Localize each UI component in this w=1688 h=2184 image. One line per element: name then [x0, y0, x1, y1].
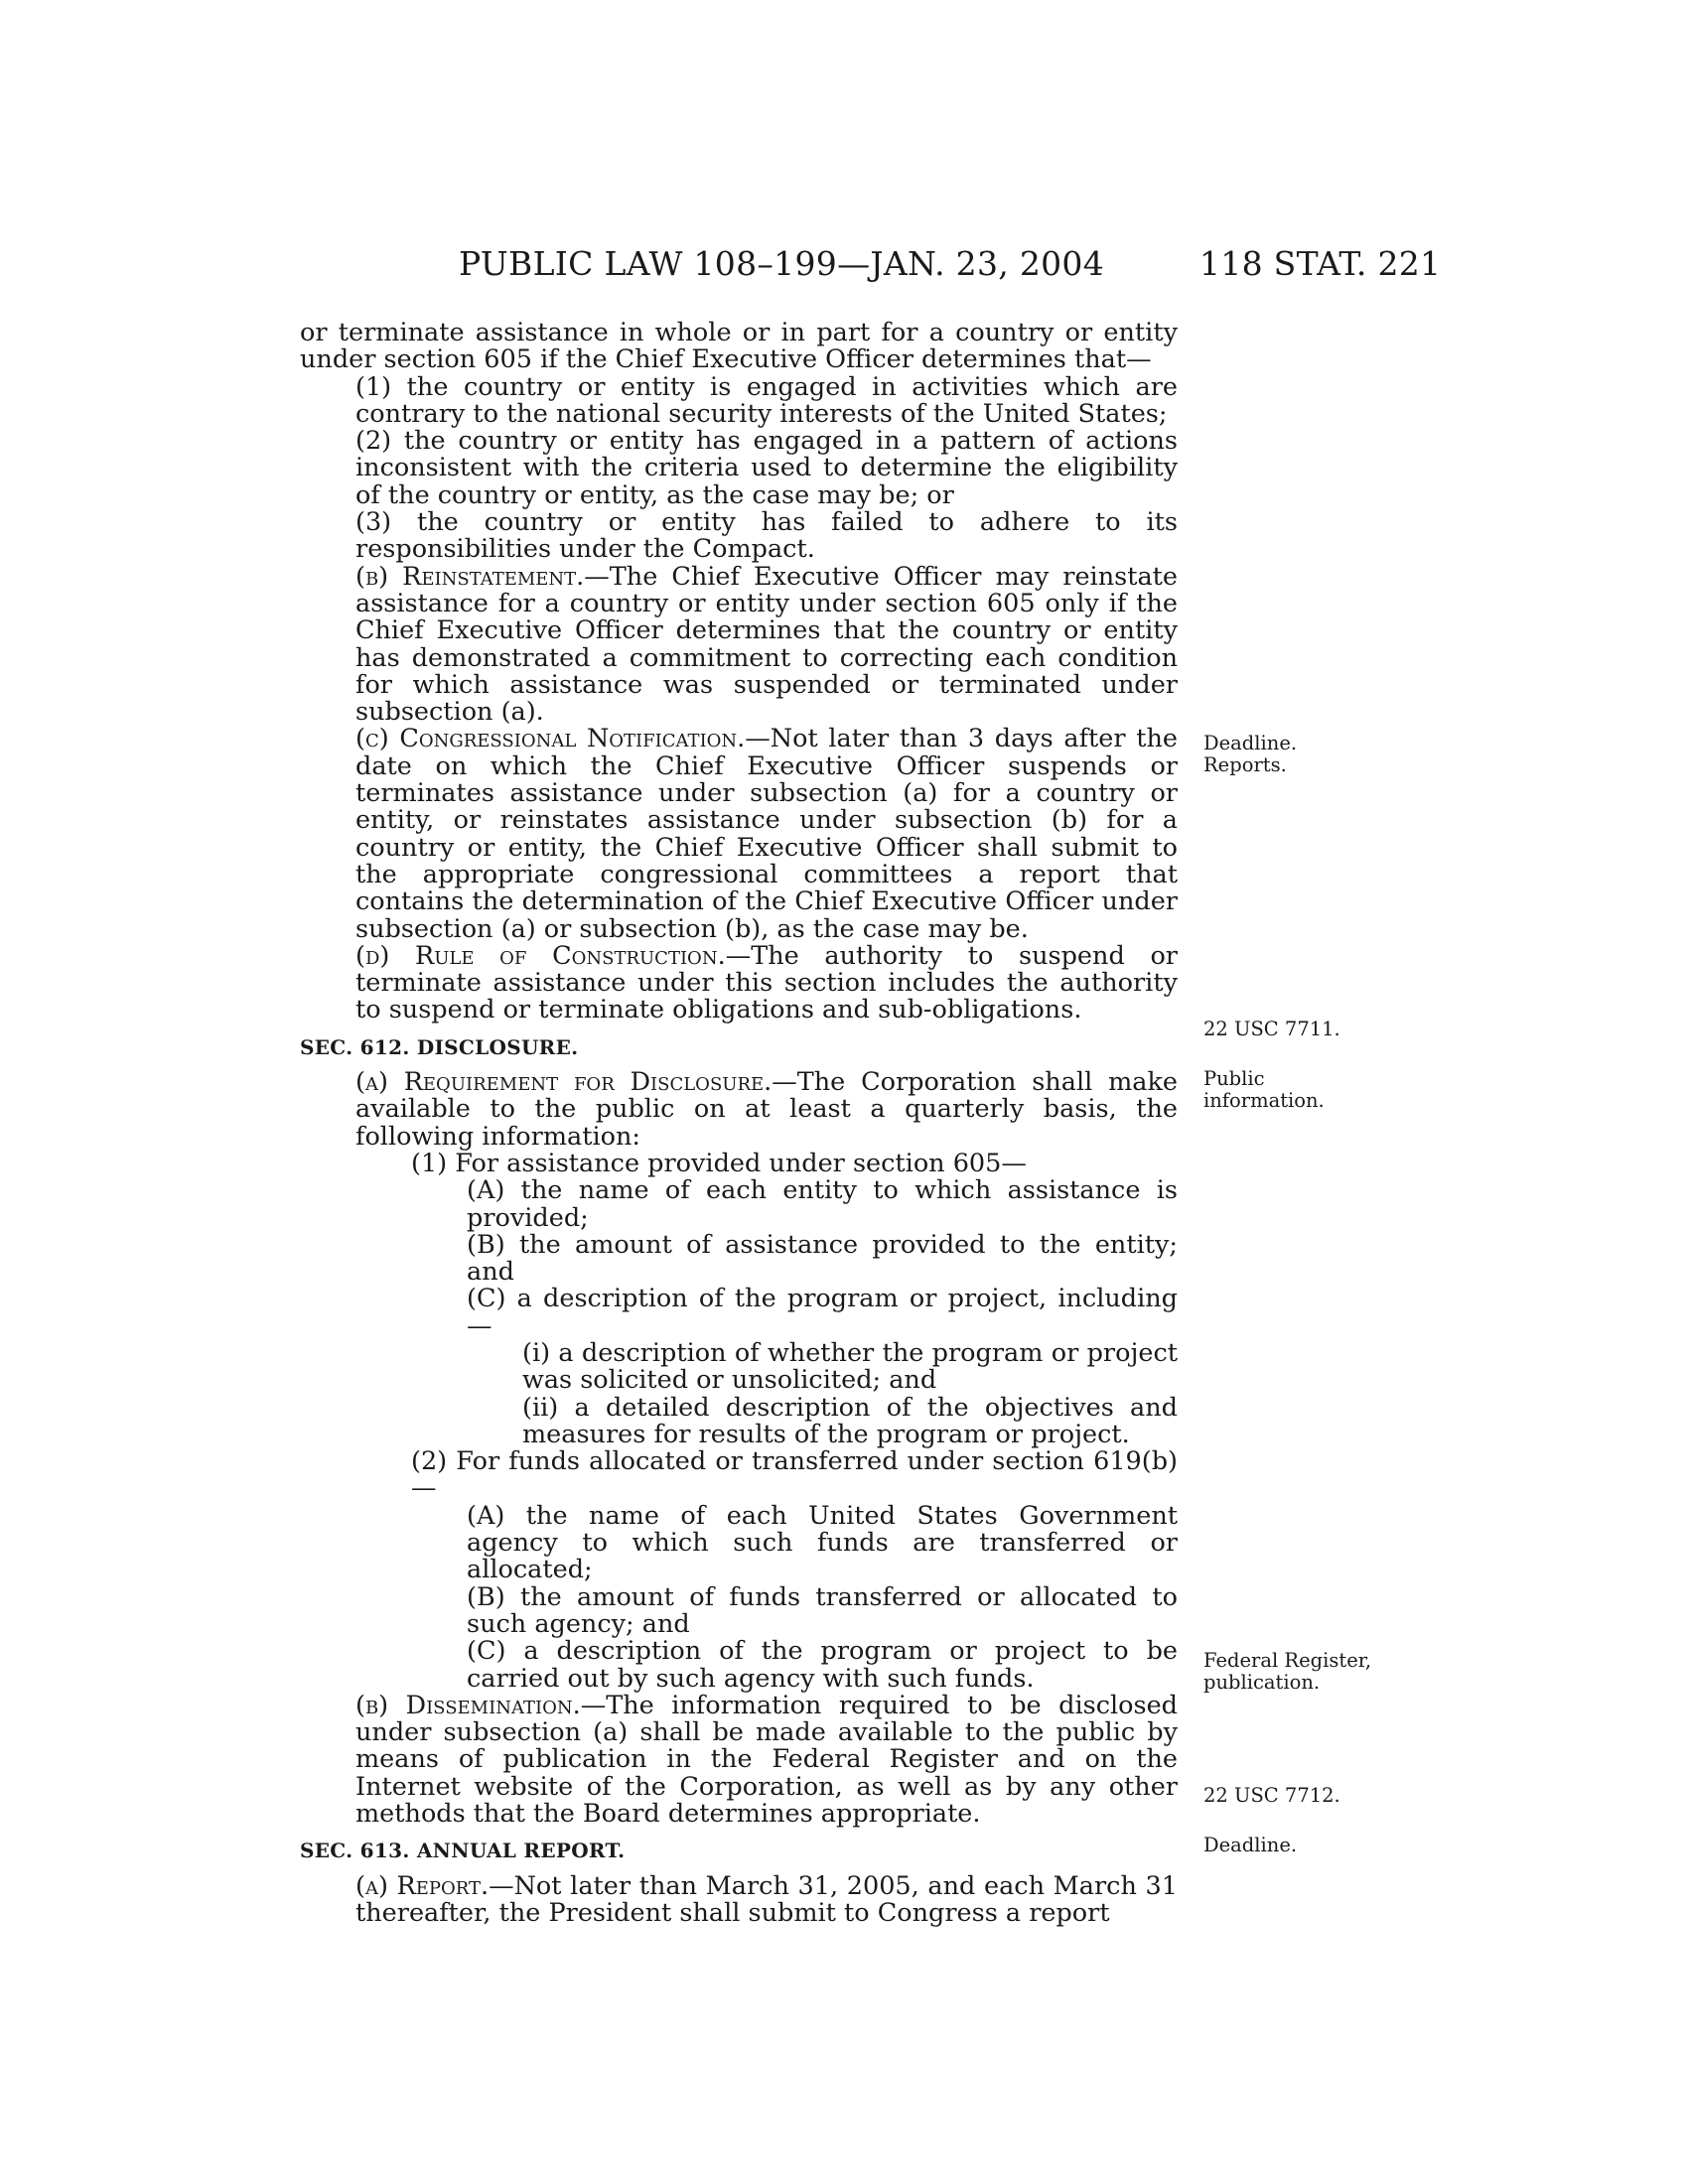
- clause-2: (2) the country or entity has engaged in a pattern of actions inconsistent with the criteria used to determine the eligibility of the country or entity, as the case may be; or: [355, 426, 1178, 510]
- clause-612a-1-C-ii: (ii) a detailed description of the objectives and measures for results of the program or project.: [522, 1392, 1178, 1449]
- subsection-c-congressional-notification: [300, 726, 1178, 942]
- subsection-d-rule-of-construction: [300, 940, 1178, 1025]
- margin-note-deadline: Deadline.: [1203, 1834, 1298, 1856]
- margin-note-deadline-reports: Deadline. Reports.: [1203, 732, 1298, 776]
- subsection-heading: (c) Congressional Notification.: [355, 724, 746, 754]
- clause-612a-1-C-i: (i) a description of whether the program or project was solicited or unsolicited; and: [522, 1337, 1178, 1396]
- subsection-heading: (b) Dissemination.: [355, 1690, 581, 1720]
- subparagraph-612a-1-C: (C) a description of the program or project, including—: [467, 1284, 1178, 1341]
- margin-note-public-information: Public information.: [1203, 1067, 1325, 1112]
- margin-note-usc-7712: 22 USC 7712.: [1203, 1784, 1340, 1807]
- subparagraph-612a-2-B: (B) the amount of funds transferred or allocated to such agency; and: [467, 1581, 1178, 1639]
- margin-note-federal-register: Federal Register, publication.: [1203, 1649, 1372, 1694]
- subsection-text: —Not later than 3 days after the date on which the Chief Executive Officer suspends or terminates assistance under subsection (a) for a country or entity, or reinstates assistance under subsection (b) for a country or entity, the Chief Executive Officer shall submit to the appropriate congressional committees a report that contains the determination of the Chief Executive Officer under subsection (a) or subsection (b), as the case may be.: [355, 724, 1179, 944]
- subsection-613a: [300, 1870, 1178, 1928]
- subparagraph-612a-1-A: (A) the name of each entity to which assistance is provided;: [467, 1175, 1178, 1233]
- subsection-text: —Not later than March 31, 2005, and each March 31 thereafter, the President shall submit to Congress a report: [355, 1870, 1178, 1928]
- margin-note-usc-7711: 22 USC 7711.: [1203, 1018, 1340, 1040]
- subsection-text: —The Chief Executive Officer may reinstate assistance for a country or entity under section 605 only if the Chief Executive Officer determines that the country or entity has demonstrated a commitment to correcting each condition for which assistance was suspended or terminated under subsection (a).: [355, 561, 1179, 728]
- paragraph-612a-1: (1) For assistance provided under section 605—: [411, 1148, 1027, 1178]
- subparagraph-612a-1-B: (B) the amount of assistance provided to the entity; and: [467, 1229, 1178, 1288]
- subsection-b-reinstatement: [300, 561, 1179, 728]
- subsection-heading: (a) Requirement for Disclosure.: [355, 1067, 773, 1098]
- subsection-text: —The authority to suspend or terminate assistance under this section includes the authority to suspend or terminate obligations and sub-obligations.: [355, 940, 1178, 1025]
- subparagraph-612a-2-C: (C) a description of the program or project to be carried out by such agency with such funds.: [467, 1636, 1178, 1694]
- subsection-text: —The information required to be disclosed under subsection (a) shall be made available to the public by means of publication in the Federal Register and on the Internet website of the Corporation, as well as by any other methods that the Board determines appropriate.: [355, 1690, 1178, 1830]
- paragraph-continuation: or terminate assistance in whole or in part for a country or entity under section 605 if the Chief Executive Officer determines that—: [300, 318, 1178, 375]
- section-613-heading: SEC. 613. ANNUAL REPORT.: [300, 1839, 626, 1863]
- subsection-612b: [300, 1690, 1178, 1830]
- running-header-title: PUBLIC LAW 108–199—JAN. 23, 2004: [459, 244, 1105, 283]
- subsection-heading: (b) Reinstatement.: [355, 561, 585, 592]
- clause-1: (1) the country or entity is engaged in activities which are contrary to the national security interests of the United States;: [355, 371, 1178, 429]
- clause-3: (3) the country or entity has failed to adhere to its responsibilities under the Compact.: [355, 507, 1178, 565]
- section-612-heading: SEC. 612. DISCLOSURE.: [300, 1034, 579, 1059]
- subsection-heading: (d) Rule of Construction.: [355, 940, 726, 971]
- subsection-612a: [300, 1069, 1178, 1151]
- subparagraph-612a-2-A: (A) the name of each United States Government agency to which such funds are transferred or allocated;: [467, 1500, 1178, 1585]
- running-header-stat-page: 118 STAT. 221: [1199, 244, 1442, 283]
- subsection-heading: (a) Report.: [355, 1870, 490, 1901]
- body-text: [300, 320, 1178, 1927]
- paragraph-612a-2: (2) For funds allocated or transferred under section 619(b)—: [411, 1446, 1178, 1504]
- subsection-text: —The Corporation shall make available to the public on at least a quarterly basis, the following information:: [355, 1067, 1179, 1152]
